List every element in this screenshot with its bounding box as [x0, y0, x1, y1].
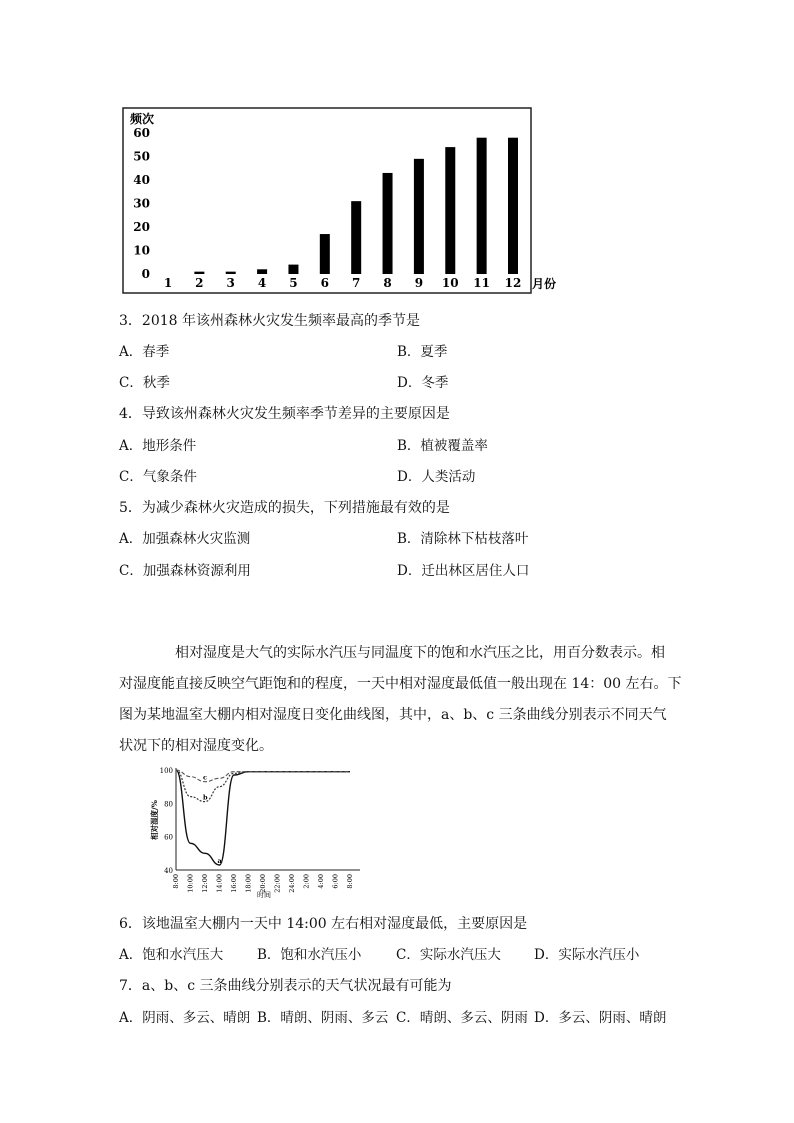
- q7-option-d[interactable]: D．多云、阴雨、晴朗: [534, 1010, 667, 1026]
- bar-x-tick-label: 3: [226, 276, 235, 290]
- bar-x-tick-label: 6: [320, 276, 329, 290]
- q4-option-c[interactable]: C．气象条件: [119, 469, 197, 485]
- humidity-y-tick-label: 60: [164, 833, 173, 842]
- humidity-x-tick-label: 18:00: [244, 874, 253, 893]
- chart-x-label: 月份: [532, 277, 557, 291]
- q4-option-b[interactable]: B．植被覆盖率: [397, 438, 488, 454]
- bar-x-tick-label: 8: [383, 276, 392, 290]
- humidity-x-tick-label: 20:00: [259, 874, 267, 893]
- passage-line-1: 相对湿度是大气的实际水汽压与同温度下的饱和水汽压之比，用百分数表示。相: [175, 645, 665, 661]
- humidity-x-tick-label: 6:00: [331, 874, 340, 889]
- humidity-series-label-c: c: [203, 773, 207, 782]
- q3-option-b[interactable]: B．夏季: [397, 344, 448, 360]
- humidity-y-tick-label: 40: [164, 867, 173, 875]
- bar-x-tick-label: 9: [414, 276, 424, 290]
- passage-line-2: 对湿度能直接反映空气距饱和的程度，一天中相对湿度最低值一般出现在 14：00 左右。下: [119, 676, 682, 692]
- q3-option-a[interactable]: A．春季: [119, 344, 170, 360]
- bar-y-tick-label: 10: [133, 243, 150, 258]
- bar-x-tick-label: 1: [163, 276, 173, 290]
- bar-y-tick-label: 50: [133, 149, 150, 164]
- bar-x-tick-label: 10: [441, 276, 459, 290]
- q4-option-d[interactable]: D．人类活动: [397, 469, 476, 485]
- bar-x-tick-label: 5: [289, 276, 298, 290]
- q4-option-a[interactable]: A．地形条件: [119, 438, 197, 454]
- humidity-x-tick-label: 14:00: [215, 874, 224, 893]
- humidity-y-tick-label: 100: [159, 767, 173, 775]
- q7-option-a[interactable]: A．阴雨、多云、晴朗: [119, 1010, 251, 1026]
- humidity-x-tick-label: 8:00: [172, 874, 180, 889]
- humidity-x-tick-label: 10:00: [186, 874, 195, 893]
- bar-x-tick-label: 12: [504, 276, 522, 290]
- q6-stem: 6．该地温室大棚内一天中 14:00 左右相对湿度最低，主要原因是: [119, 916, 528, 932]
- humidity-series-label-b: b: [203, 793, 208, 802]
- humidity-x-tick-label: 16:00: [230, 874, 238, 893]
- bar-x-tick-label: 7: [352, 276, 361, 290]
- bar-x-tick-label: 4: [257, 276, 267, 290]
- q6-option-c[interactable]: C．实际水汽压大: [396, 947, 501, 963]
- q6-option-d[interactable]: D．实际水汽压小: [534, 947, 640, 963]
- bar-y-tick-label: 40: [133, 173, 150, 187]
- humidity-x-tick-label: 8:00: [346, 874, 354, 889]
- humidity-x-tick-label: 4:00: [317, 874, 325, 889]
- q7-option-b[interactable]: B．晴朗、阴雨、多云: [257, 1010, 389, 1026]
- q3-option-d[interactable]: D．冬季: [397, 375, 449, 391]
- q7-stem: 7．a、b、c 三条曲线分别表示的天气状况最有可能为: [119, 978, 452, 994]
- q6-option-b[interactable]: B．饱和水汽压小: [257, 947, 362, 963]
- bar-y-tick-label: 20: [133, 220, 150, 234]
- humidity-x-tick-label: 12:00: [201, 874, 209, 893]
- q4-stem: 4．导致该州森林火灾发生频率季节差异的主要原因是: [119, 406, 450, 422]
- bar-y-tick-label: 30: [133, 196, 150, 211]
- bar-x-tick-label: 11: [473, 276, 490, 290]
- q6-option-a[interactable]: A．饱和水汽压大: [119, 947, 224, 963]
- q7-option-c[interactable]: C．晴朗、多云、阴雨: [396, 1010, 528, 1026]
- humidity-series-label-a: a: [217, 857, 222, 865]
- bar-y-tick-label: 60: [133, 126, 150, 140]
- q5-option-b[interactable]: B．清除林下枯枝落叶: [397, 531, 529, 547]
- bar-y-tick-label: 0: [141, 267, 150, 281]
- humidity-x-label: 时间: [257, 891, 271, 899]
- bar-x-tick-label: 2: [195, 276, 204, 290]
- q5-option-a[interactable]: A．加强森林火灾监测: [119, 531, 251, 547]
- humidity-x-tick-label: 2:00: [302, 874, 311, 889]
- q3-option-c[interactable]: C．秋季: [119, 375, 170, 391]
- humidity-series-a: [176, 770, 350, 865]
- q5-stem: 5．为减少森林火灾造成的损失，下列措施最有效的是: [119, 500, 450, 516]
- chart-y-label: 频次: [130, 112, 155, 126]
- humidity-y-label: 相对湿度/%: [150, 800, 159, 840]
- passage-line-4: 状况下的相对湿度变化。: [119, 738, 273, 754]
- q5-option-c[interactable]: C．加强森林资源利用: [119, 563, 251, 579]
- humidity-x-tick-label: 22:00: [273, 874, 282, 893]
- q3-stem: 3．2018 年该州森林火灾发生频率最高的季节是: [119, 313, 420, 329]
- humidity-y-tick-label: 80: [164, 800, 173, 809]
- passage-line-3: 图为某地温室大棚内相对湿度日变化曲线图，其中，a、b、c 三条曲线分别表示不同天气: [119, 707, 667, 723]
- humidity-x-tick-label: 24:00: [288, 874, 296, 893]
- q5-option-d[interactable]: D．迁出林区居住人口: [397, 563, 530, 579]
